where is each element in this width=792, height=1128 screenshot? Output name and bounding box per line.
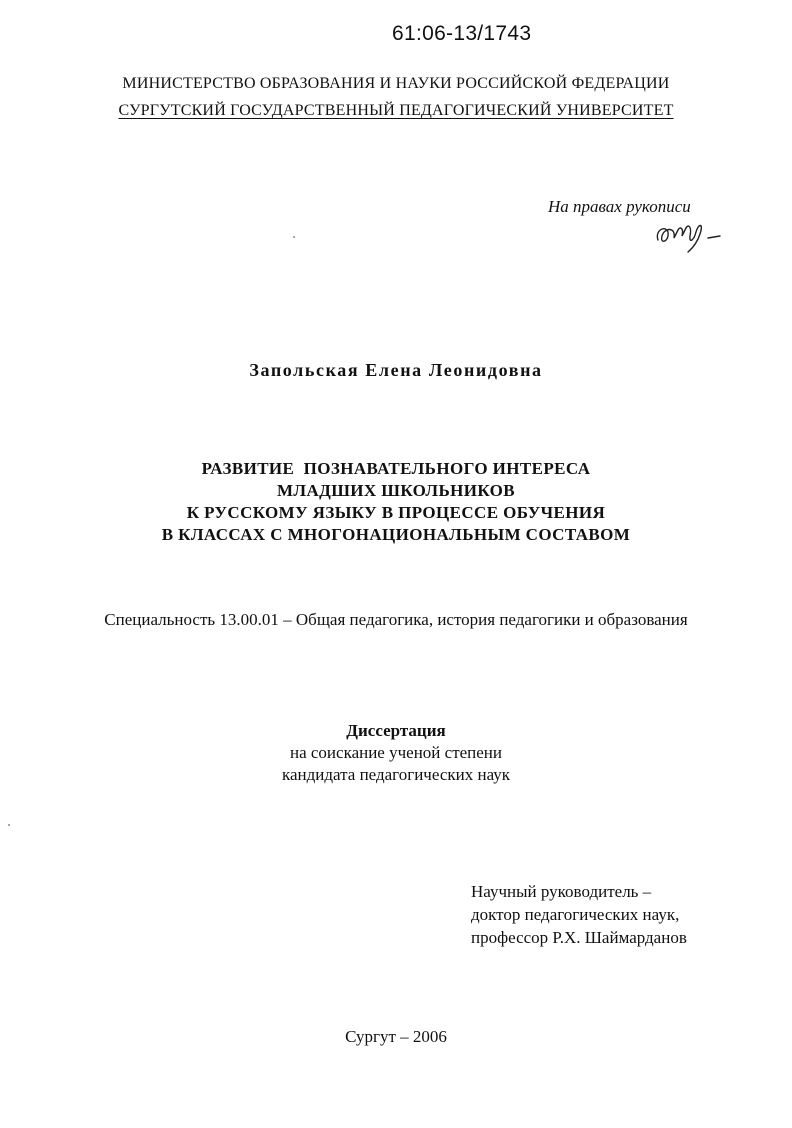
signature <box>650 214 730 254</box>
title-line: РАЗВИТИЕ ПОЗНАВАТЕЛЬНОГО ИНТЕРЕСА <box>201 459 591 478</box>
title-line: МЛАДШИХ ШКОЛЬНИКОВ <box>276 481 516 500</box>
place-year: Сургут – 2006 <box>345 1027 447 1046</box>
ministry-heading: МИНИСТЕРСТВО ОБРАЗОВАНИЯ И НАУКИ РОССИЙСКОЙ ФЕДЕРАЦИИ <box>122 75 670 92</box>
advisor-role: Научный руководитель – <box>471 882 652 901</box>
title-line: В КЛАССАХ С МНОГОНАЦИОНАЛЬНЫМ СОСТАВОМ <box>161 525 631 544</box>
advisor-degree: доктор педагогических наук, <box>471 905 680 924</box>
advisor-name: профессор Р.Х. Шаймарданов <box>471 928 687 947</box>
degree-line: кандидата педагогических наук <box>281 765 511 784</box>
dissertation-degree-block <box>0 720 792 786</box>
specialty-line: Специальность 13.00.01 – Общая педагогика, история педагогики и образования <box>104 610 688 629</box>
title-line: К РУССКОМУ ЯЗЫКУ В ПРОЦЕССЕ ОБУЧЕНИЯ <box>186 503 606 522</box>
manuscript-rights-label: На правах рукописи <box>548 197 691 216</box>
university-heading: СУРГУТСКИЙ ГОСУДАРСТВЕННЫЙ ПЕДАГОГИЧЕСКИЙ УНИВЕРСИТЕТ <box>118 102 674 119</box>
author-name: Запольская Елена Леонидовна <box>249 360 543 380</box>
catalog-number: 61:06-13/1743 <box>392 22 532 45</box>
dissertation-title <box>0 458 792 546</box>
advisor-block <box>471 880 687 949</box>
scan-speck <box>8 824 10 826</box>
dissertation-heading: Диссертация <box>346 721 446 740</box>
scan-speck <box>293 236 295 238</box>
degree-line: на соискание ученой степени <box>289 743 503 762</box>
